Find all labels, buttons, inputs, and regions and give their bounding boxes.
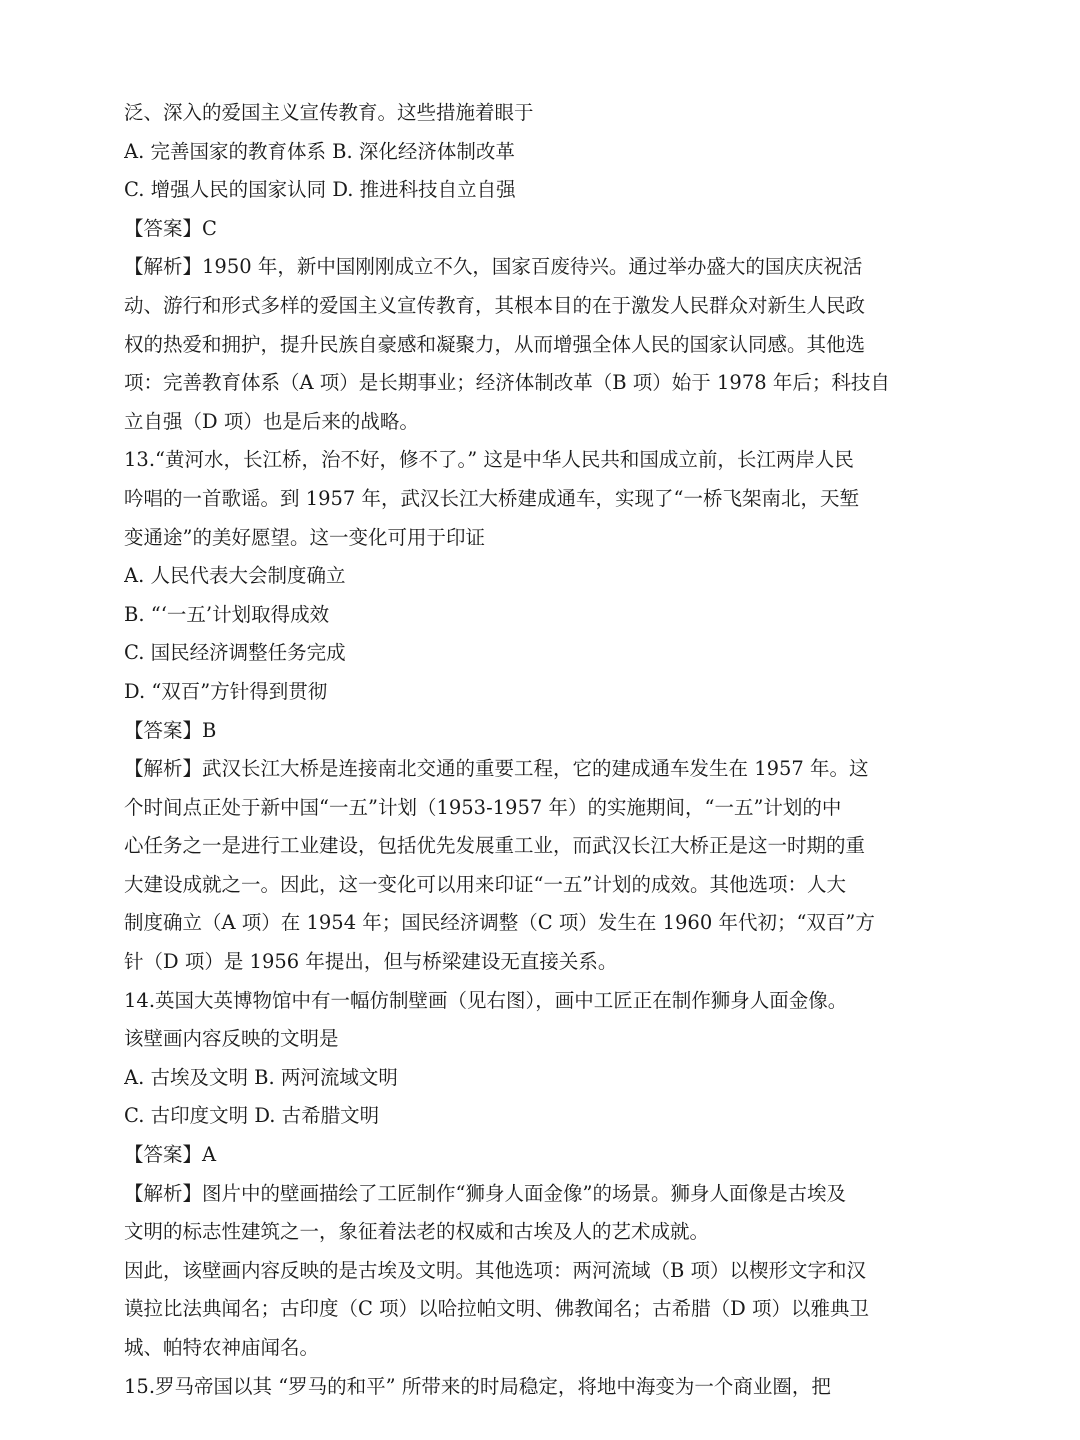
question-15-line: 15.罗马帝国以其 “罗马的和平” 所带来的时局稳定，将地中海变为一个商业圈，把 xyxy=(124,1374,831,1398)
question-13-line: 13.“黄河水，长江桥，治不好，修不了。” 这是中华人民共和国成立前，长江两岸人民 xyxy=(124,448,854,472)
option-line: C. 古印度文明 D. 古希腊文明 xyxy=(124,1104,380,1128)
option-line: A. 古埃及文明 B. 两河流域文明 xyxy=(124,1065,398,1089)
option-line: A. 完善国家的教育体系 B. 深化经济体制改革 xyxy=(124,139,515,163)
answer-line: 【答案】C xyxy=(124,216,217,240)
analysis-line: 个时间点正处于新中国“一五”计划（1953-1957 年）的实施期间，“一五”计划的中 xyxy=(124,795,842,819)
analysis-line: 【解析】武汉长江大桥是连接南北交通的重要工程，它的建成通车发生在 1957 年。这 xyxy=(124,757,869,781)
analysis-line: 【解析】1950 年，新中国刚刚成立不久，国家百废待兴。通过举办盛大的国庆庆祝活 xyxy=(124,255,863,279)
answer-line: 【答案】B xyxy=(124,718,217,742)
analysis-line: 心任务之一是进行工业建设，包括优先发展重工业，而武汉长江大桥正是这一时期的重 xyxy=(124,834,866,858)
option-line: B. “‘一五’计划取得成效 xyxy=(124,602,330,626)
analysis-line: 文明的标志性建筑之一，象征着法老的权威和古埃及人的艺术成就。 xyxy=(124,1220,710,1244)
analysis-line: 城、帕特农神庙闻名。 xyxy=(124,1336,320,1359)
analysis-line: 谟拉比法典闻名；古印度（C 项）以哈拉帕文明、佛教闻名；古希腊（D 项）以雅典卫 xyxy=(124,1297,869,1321)
question-14-line: 该壁画内容反映的文明是 xyxy=(124,1027,339,1051)
analysis-line: 权的热爱和拥护，提升民族自豪感和凝聚力，从而增强全体人民的国家认同感。其他选 xyxy=(124,332,866,356)
option-line: C. 增强人民的国家认同 D. 推进科技自立自强 xyxy=(124,178,516,202)
answer-line: 【答案】A xyxy=(124,1143,217,1167)
analysis-line: 动、游行和形式多样的爱国主义宣传教育，其根本目的在于激发人民群众对新生人民政 xyxy=(124,293,866,317)
analysis-line: 立自强（D 项）也是后来的战略。 xyxy=(124,409,419,433)
analysis-line: 制度确立（A 项）在 1954 年；国民经济调整（C 项）发生在 1960 年代初；“双百”方 xyxy=(124,911,875,935)
analysis-line: 大建设成就之一。因此，这一变化可以用来印证“一五”计划的成效。其他选项：人大 xyxy=(124,872,846,896)
analysis-line: 【解析】图片中的壁画描绘了工匠制作“狮身人面金像”的场景。狮身人面像是古埃及 xyxy=(124,1181,846,1205)
option-line: D. “双百”方针得到贯彻 xyxy=(124,679,328,703)
analysis-line: 针（D 项）是 1956 年提出，但与桥梁建设无直接关系。 xyxy=(124,950,618,974)
question-13-line: 吟唱的一首歌谣。到 1957 年，武汉长江大桥建成通车，实现了“一桥飞架南北，天堑 xyxy=(124,486,859,510)
option-line: C. 国民经济调整任务完成 xyxy=(124,641,346,665)
option-line: A. 人民代表大会制度确立 xyxy=(124,564,346,588)
analysis-line: 项：完善教育体系（A 项）是长期事业；经济体制改革（B 项）始于 1978 年后；科技自 xyxy=(124,371,890,395)
question-13-line: 变通途”的美好愿望。这一变化可用于印证 xyxy=(124,525,485,549)
analysis-line: 因此，该壁画内容反映的是古埃及文明。其他选项：两河流域（B 项）以楔形文字和汉 xyxy=(124,1258,867,1282)
text-line: 泛、深入的爱国主义宣传教育。这些措施着眼于 xyxy=(124,101,534,124)
question-14-line: 14.英国大英博物馆中有一幅仿制壁画（见右图），画中工匠正在制作狮身人面金像。 xyxy=(124,988,848,1012)
